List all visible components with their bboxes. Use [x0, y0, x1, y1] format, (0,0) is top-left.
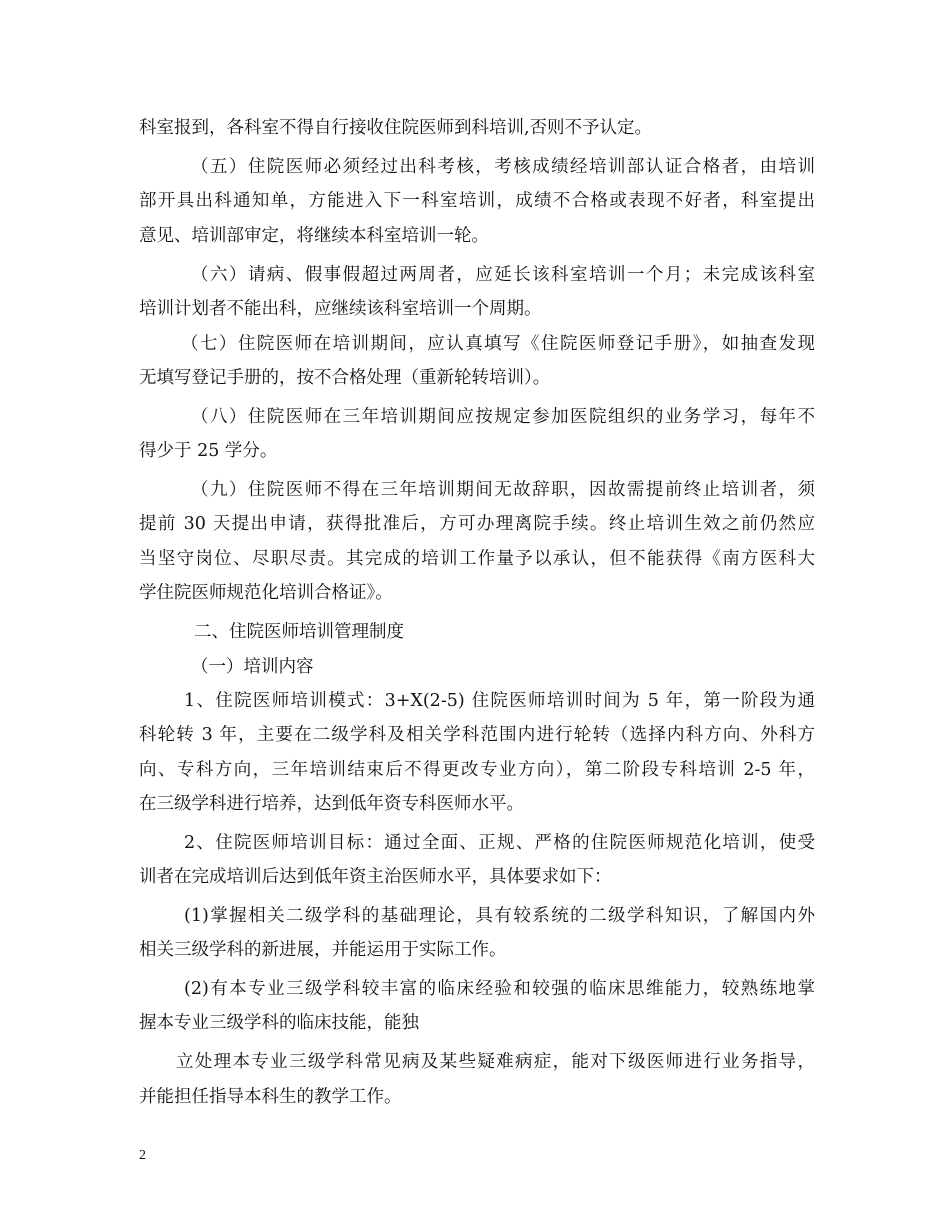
text-line: 意见、培训部审定，将继续本科室培训一轮。 — [139, 226, 489, 246]
text-line: 当坚守岗位、尽职尽责。其完成的培训工作量予以承认，但不能获得《南方医科大 — [139, 549, 815, 569]
text-line: 无填写登记手册的，按不合格处理（重新轮转培训）。 — [139, 368, 551, 388]
text-line: 向、专科方向，三年培训结束后不得更改专业方向），第二阶段专科培训 2-5 年， — [139, 760, 815, 780]
text-line: 提前 30 天提出申请，获得批准后，方可办理离院手续。终止培训生效之前仍然应 — [139, 514, 815, 534]
text-line: 握本专业三级学科的临床技能，能独 — [139, 1013, 419, 1033]
text-line: 训者在完成培训后达到低年资主治医师水平，具体要求如下： — [139, 867, 612, 887]
text-line: （九）住院医师不得在三年培训期间无故辞职，因故需提前终止培训者，须 — [191, 480, 815, 500]
text-line: （六）请病、假事假超过两周者，应延长该科室培训一个月；未完成该科室 — [191, 265, 815, 285]
text-line: （七）住院医师在培训期间，应认真填写《住院医师登记手册》，如抽查发现 — [181, 334, 815, 354]
text-line: 相关三级学科的新进展，并能运用于实际工作。 — [139, 940, 507, 960]
section-heading: 二、住院医师培训管理制度 — [194, 622, 404, 642]
text-line: 部开具出科通知单，方能进入下一科室培训，成绩不合格或表现不好者，科室提出 — [139, 191, 815, 211]
text-line: (2)有本专业三级学科较丰富的临床经验和较强的临床思维能力，较熟练地掌 — [184, 979, 815, 999]
text-line: 立处理本专业三级学科常见病及某些疑难病症，能对下级医师进行业务指导， — [176, 1052, 815, 1072]
text-line: （八）住院医师在三年培训期间应按规定参加医院组织的业务学习，每年不 — [191, 407, 815, 427]
text-line: 并能担任指导本科生的教学工作。 — [139, 1087, 402, 1107]
text-line: 科轮转 3 年，主要在二级学科及相关学科范围内进行轮转（选择内科方向、外科方 — [139, 725, 815, 745]
subsection-heading: （一）培训内容 — [191, 657, 314, 677]
text-line: 培训计划者不能出科，应继续该科室培训一个周期。 — [139, 299, 542, 319]
text-line: 学住院医师规范化培训合格证》。 — [139, 583, 393, 603]
text-line: (1)掌握相关二级学科的基础理论，具有较系统的二级学科知识，了解国内外 — [184, 906, 815, 926]
page-number: 2 — [139, 1148, 146, 1163]
text-line: 得少于 25 学分。 — [139, 441, 278, 461]
text-line: 在三级学科进行培养，达到低年资专科医师水平。 — [139, 794, 524, 814]
text-line: 2、住院医师培训目标：通过全面、正规、严格的住院医师规范化培训，使受 — [184, 833, 815, 853]
text-line: 科室报到，各科室不得自行接收住院医师到科培训,否则不予认定。 — [139, 118, 653, 138]
text-line: 1、住院医师培训模式：3+X(2-5) 住院医师培训时间为 5 年，第一阶段为通 — [184, 691, 815, 711]
text-line: （五）住院医师必须经过出科考核，考核成绩经培训部认证合格者，由培训 — [191, 157, 815, 177]
